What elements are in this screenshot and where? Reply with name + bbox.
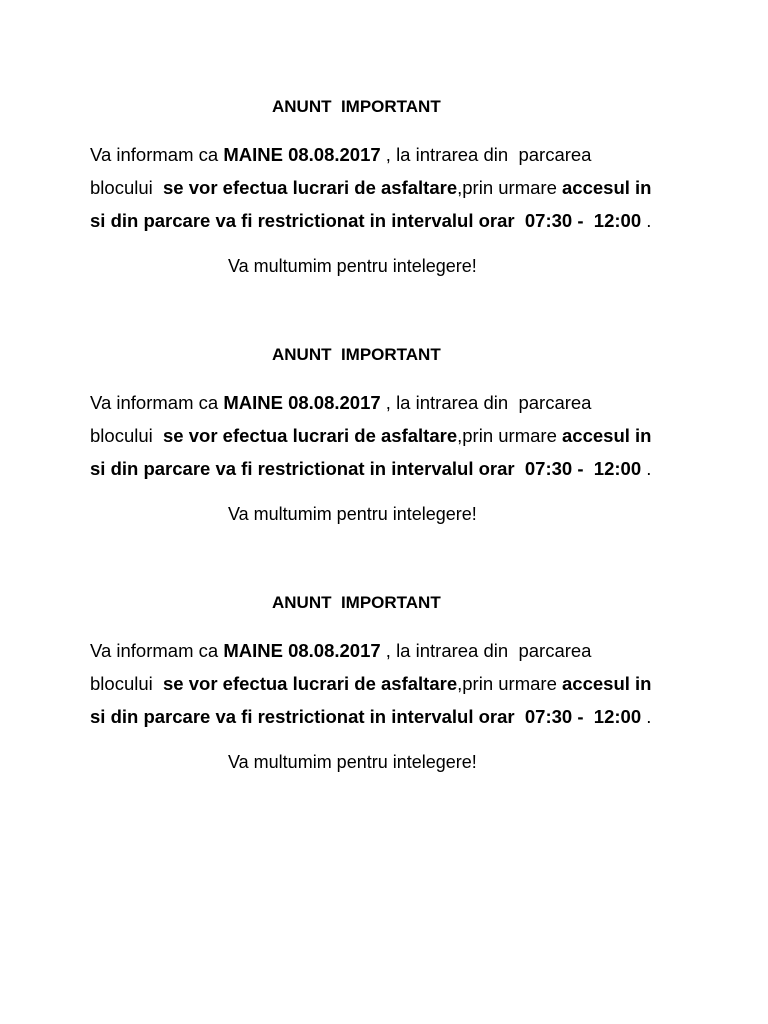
notice-thanks: Va multumim pentru intelegere! [228,504,477,524]
notice-title: ANUNT IMPORTANT [272,593,441,612]
notice-body [90,386,710,485]
body-text: Va informam ca [90,392,224,413]
body-line-2 [90,667,710,700]
body-bold-restriction: si din parcare va fi restrictionat in intervalul orar 07:30 - 12:00 [90,706,642,727]
body-text: . [641,210,652,231]
body-bold-works: se vor efectua lucrari de asfaltare [163,177,458,198]
body-bold-date: MAINE 08.08.2017 [223,144,386,165]
body-line-3 [90,700,710,733]
body-text: blocului [90,177,164,198]
body-line-1 [90,634,710,667]
notice-body [90,138,710,237]
body-line-1 [90,138,710,171]
body-line-3 [90,452,710,485]
body-bold-restriction: si din parcare va fi restrictionat in intervalul orar 07:30 - 12:00 [90,458,642,479]
body-text: blocului [90,673,164,694]
notice-title: ANUNT IMPORTANT [272,97,441,116]
body-bold-access: accesul in [562,425,652,446]
body-bold-date: MAINE 08.08.2017 [223,392,386,413]
body-text: , la intrarea din parcarea [385,640,592,661]
notice-title: ANUNT IMPORTANT [272,345,441,364]
body-text: ,prin urmare [457,673,562,694]
notice-thanks: Va multumim pentru intelegere! [228,256,477,276]
body-text: , la intrarea din parcarea [385,392,592,413]
body-text: Va informam ca [90,640,224,661]
body-bold-date: MAINE 08.08.2017 [223,640,386,661]
body-line-3 [90,204,710,237]
body-line-1 [90,386,710,419]
body-text: , la intrarea din parcarea [385,144,592,165]
body-text: blocului [90,425,164,446]
body-bold-access: accesul in [562,673,652,694]
body-line-2 [90,171,710,204]
body-text: . [641,706,652,727]
body-bold-restriction: si din parcare va fi restrictionat in intervalul orar 07:30 - 12:00 [90,210,642,231]
body-text: . [641,458,652,479]
body-line-2 [90,419,710,452]
body-text: Va informam ca [90,144,224,165]
body-text: ,prin urmare [457,177,562,198]
notice-body [90,634,710,733]
notice-thanks: Va multumim pentru intelegere! [228,752,477,772]
body-text: ,prin urmare [457,425,562,446]
body-bold-works: se vor efectua lucrari de asfaltare [163,425,458,446]
body-bold-access: accesul in [562,177,652,198]
body-bold-works: se vor efectua lucrari de asfaltare [163,673,458,694]
